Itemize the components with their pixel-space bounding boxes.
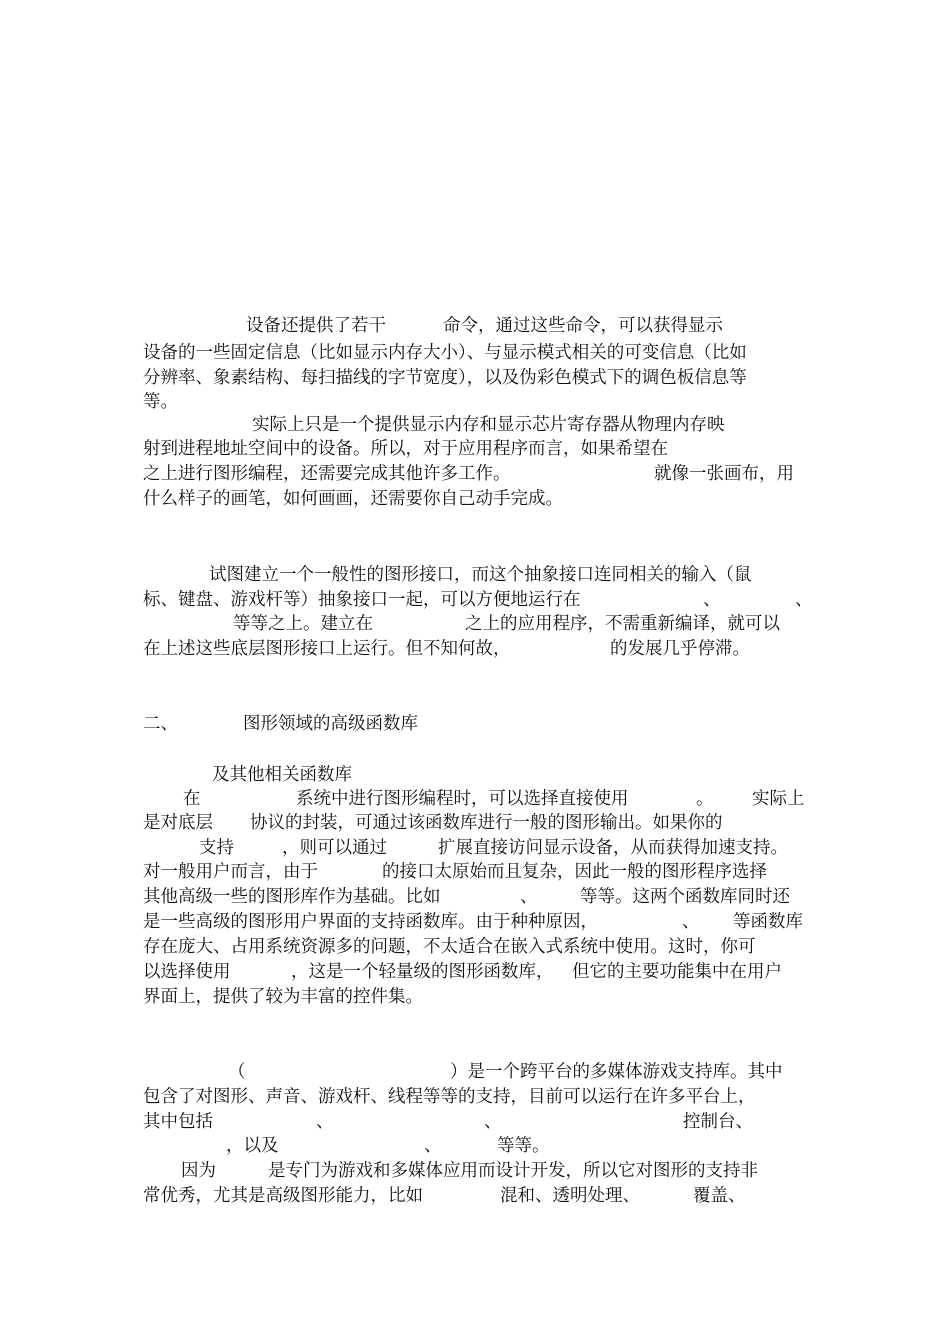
text-segment: 分辨率、象素结构、每扫描线的字节宽度），以及伪彩色模式下的调色板信息等 xyxy=(143,368,747,388)
text-segment: 是专门为游戏和多媒体应用而设计开发，所以它对图形的支持非 xyxy=(268,1161,758,1181)
text-segment: 就像一张画布，用 xyxy=(654,464,794,484)
text-segment: 、 xyxy=(682,912,700,932)
text-line xyxy=(0,935,756,959)
text-segment: ）是一个跨平台的多媒体游戏支持库。其中 xyxy=(450,1062,783,1082)
text-segment: 系统中进行图形编程时，可以选择直接使用 xyxy=(296,789,629,809)
text-segment: 的发展几乎停滞。 xyxy=(610,639,750,659)
text-segment: ，以及 xyxy=(226,1136,279,1156)
text-segment: 协议的封装，可通过该函数库进行一般的图形输出。如果你的 xyxy=(250,813,723,833)
text-line xyxy=(0,612,780,636)
text-segment: 等等。 xyxy=(497,1136,550,1156)
text-segment: 存在庞大、占用系统资源多的问题，不太适合在嵌入式系统中使用。这时，你可 xyxy=(143,937,756,957)
text-line xyxy=(0,860,767,884)
text-line xyxy=(0,366,747,390)
text-line xyxy=(0,836,788,860)
text-segment: 标、键盘、游戏杆等）抽象接口一起，可以方便地运行在 xyxy=(143,590,581,610)
text-segment: 扩展直接访问显示设备，从而获得加速支持。 xyxy=(438,838,788,858)
subheading-text: 及其他相关函数库 xyxy=(212,765,352,785)
text-line xyxy=(0,563,752,587)
text-segment: 什么样子的画笔，如何画画，还需要你自己动手完成。 xyxy=(143,489,563,509)
text-line xyxy=(0,1184,746,1208)
text-segment: 但它的主要功能集中在用户 xyxy=(572,962,782,982)
text-line xyxy=(0,1085,756,1109)
text-segment: 界面上，提供了较为丰富的控件集。 xyxy=(143,987,423,1007)
text-line xyxy=(0,1110,753,1134)
text-line xyxy=(0,437,668,461)
text-line xyxy=(0,1060,783,1084)
subheading xyxy=(0,763,352,787)
section-number: 二、 xyxy=(143,714,178,734)
text-line xyxy=(0,314,723,338)
text-line xyxy=(0,910,803,934)
text-segment: 射到进程地址空间中的设备。所以，对于应用程序而言，如果希望在 xyxy=(143,439,668,459)
text-segment: 、 xyxy=(703,590,721,610)
text-segment: 等等。这两个函数库同时还 xyxy=(580,887,790,907)
text-segment: 常优秀，尤其是高级图形能力，比如 xyxy=(143,1186,423,1206)
text-segment: 对一般用户而言，由于 xyxy=(143,862,318,882)
text-segment: 试图建立一个一般性的图形接口，而这个抽象接口连同相关的输入（鼠 xyxy=(209,565,752,585)
text-segment: 其中包括 xyxy=(143,1112,213,1132)
section-heading xyxy=(0,712,418,736)
text-line xyxy=(0,985,423,1009)
text-segment: 等等之上。建立在 xyxy=(233,614,373,634)
text-segment: 。 xyxy=(696,789,714,809)
text-line xyxy=(0,487,563,511)
section-title: 图形领域的高级函数库 xyxy=(243,714,418,734)
text-segment: 在上述这些底层图形接口上运行。但不知何故， xyxy=(143,639,511,659)
text-segment: （ xyxy=(228,1062,246,1082)
text-line xyxy=(0,1159,758,1183)
text-line xyxy=(0,637,750,661)
text-segment: 、 xyxy=(316,1112,334,1132)
text-line xyxy=(0,341,747,365)
text-segment: 之上进行图形编程，还需要完成其他许多工作。 xyxy=(143,464,511,484)
text-segment: 覆盖、 xyxy=(693,1186,746,1206)
text-segment: 、 xyxy=(520,887,538,907)
text-segment: 的接口太原始而且复杂，因此一般的图形程序选择 xyxy=(382,862,767,882)
text-line xyxy=(0,462,794,486)
text-segment: 实际上 xyxy=(752,789,805,809)
text-segment: 、 xyxy=(484,1112,502,1132)
text-line xyxy=(0,413,725,437)
text-line xyxy=(0,960,782,984)
text-segment: 等函数库 xyxy=(733,912,803,932)
text-segment: 命令，通过这些命令，可以获得显示 xyxy=(443,316,723,336)
text-segment: 支持 xyxy=(199,838,234,858)
text-line xyxy=(0,588,813,612)
text-segment: 、 xyxy=(795,590,813,610)
text-segment: 实际上只是一个提供显示内存和显示芯片寄存器从物理内存映 xyxy=(252,415,725,435)
text-segment: 是对底层 xyxy=(143,813,213,833)
text-line xyxy=(0,787,805,811)
text-line xyxy=(0,885,790,909)
text-line xyxy=(0,811,723,835)
text-segment: 设备的一些固定信息（比如显示内存大小）、与显示模式相关的可变信息（比如 xyxy=(143,343,747,363)
text-line xyxy=(0,1134,550,1158)
text-segment: 在 xyxy=(183,789,201,809)
text-segment: 是一些高级的图形用户界面的支持函数库。由于种种原因， xyxy=(143,912,598,932)
text-segment: 等。 xyxy=(143,392,178,412)
text-segment: 之上的应用程序，不需重新编译，就可以 xyxy=(465,614,780,634)
text-segment: 以选择使用 xyxy=(143,962,231,982)
text-segment: 、 xyxy=(424,1136,442,1156)
text-segment: 其他高级一些的图形库作为基础。比如 xyxy=(143,887,441,907)
text-segment: 控制台、 xyxy=(683,1112,753,1132)
text-segment: 因为 xyxy=(181,1161,216,1181)
text-segment: ，则可以通过 xyxy=(282,838,387,858)
text-segment: 包含了对图形、声音、游戏杆、线程等等的支持，目前可以运行在许多平台上， xyxy=(143,1087,756,1107)
text-segment: 混和、透明处理、 xyxy=(500,1186,640,1206)
text-segment: ，这是一个轻量级的图形函数库， xyxy=(291,962,554,982)
text-segment: 设备还提供了若干 xyxy=(246,316,386,336)
text-line xyxy=(0,390,178,414)
